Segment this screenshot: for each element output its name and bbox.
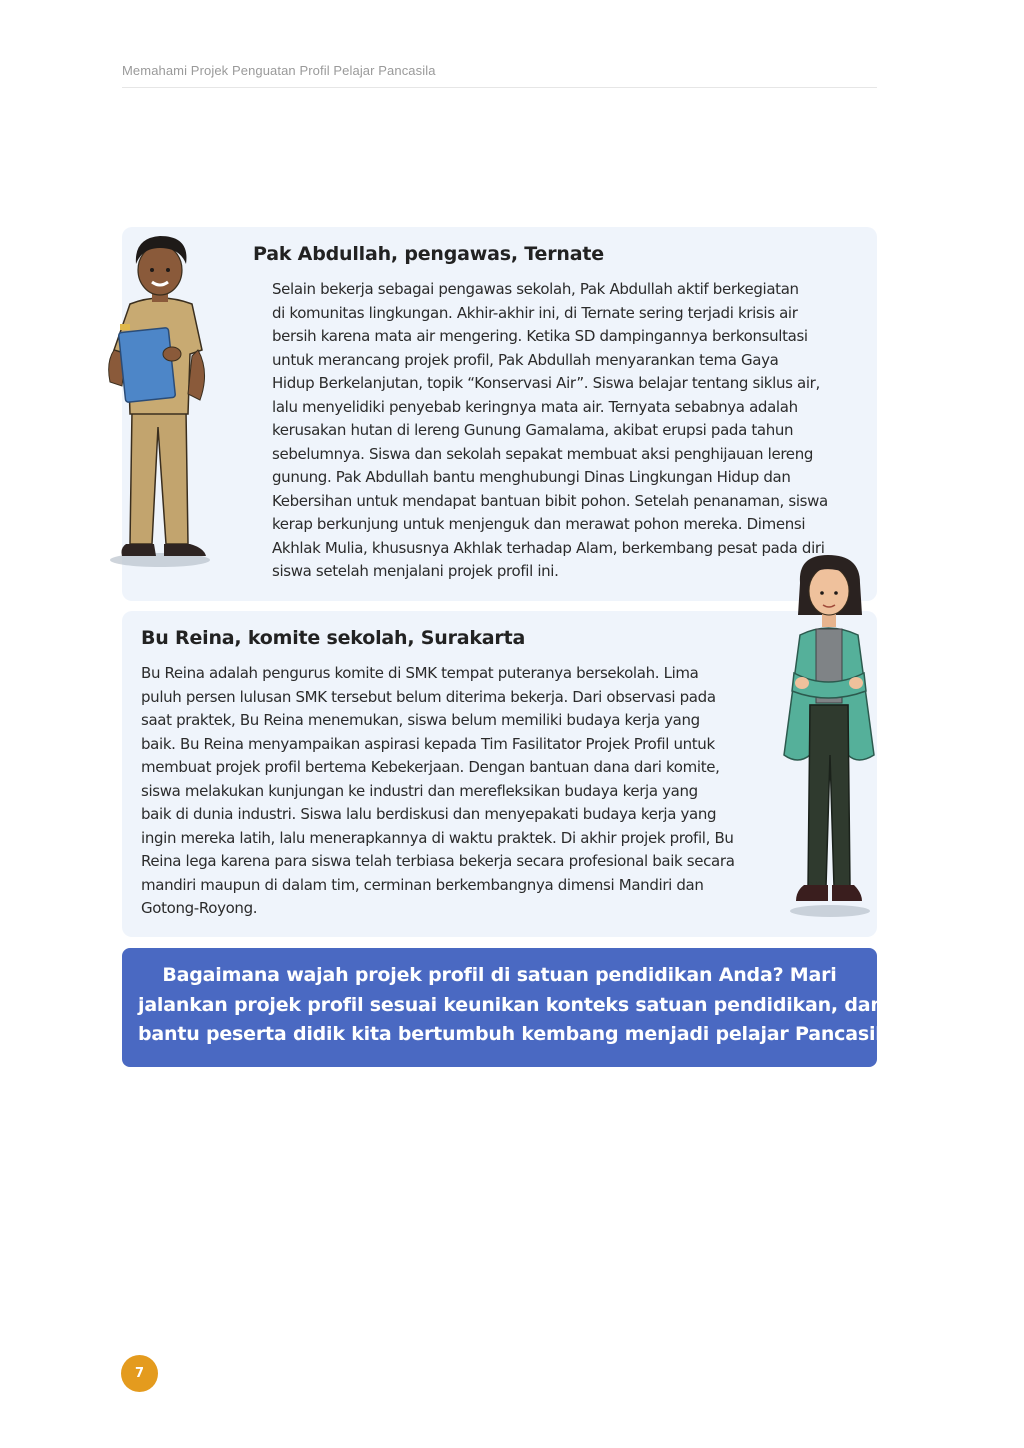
illustration-bu-reina bbox=[778, 555, 880, 920]
story-line: ingin mereka latih, lalu menerapkannya di waktu praktek. Di akhir projek profil, Bu bbox=[141, 828, 734, 847]
story-line: di komunitas lingkungan. Akhir-akhir ini, di Ternate sering terjadi krisis air bbox=[272, 303, 798, 322]
callout-text bbox=[138, 961, 902, 1050]
story-line: gunung. Pak Abdullah bantu menghubungi Dinas Lingkungan Hidup dan bbox=[272, 468, 791, 486]
story-line: Kebersihan untuk mendapat bantuan bibit pohon. Setelah penanaman, siswa bbox=[272, 491, 828, 510]
story-card-reina bbox=[122, 611, 877, 937]
callout-line: bantu peserta didik kita bertumbuh kembang menjadi pelajar Pancasila. bbox=[138, 1023, 902, 1045]
story-line: Hidup Berkelanjutan, topik “Konservasi Air”. Siswa belajar tentang siklus air, bbox=[272, 374, 820, 392]
story-title: Pak Abdullah, pengawas, Ternate bbox=[253, 243, 604, 265]
story-line: saat praktek, Bu Reina menemukan, siswa belum memiliki budaya kerja yang bbox=[141, 711, 700, 729]
story-card-abdullah bbox=[122, 227, 877, 601]
story-line: untuk merancang projek profil, Pak Abdullah menyarankan tema Gaya bbox=[272, 350, 779, 369]
story-line: Gotong-Royong. bbox=[141, 899, 258, 917]
story-text bbox=[272, 278, 857, 584]
callout-box bbox=[122, 948, 902, 1067]
story-title: Bu Reina, komite sekolah, Surakarta bbox=[141, 627, 526, 649]
story-line: kerusakan hutan di lereng Gunung Gamalama, akibat erupsi pada tahun bbox=[272, 421, 794, 439]
story-line: siswa melakukan kunjungan ke industri dan merefleksikan budaya kerja yang bbox=[141, 781, 698, 800]
story-line: Bu Reina adalah pengurus komite di SMK tempat puteranya bersekolah. Lima bbox=[141, 664, 699, 682]
story-line: Selain bekerja sebagai pengawas sekolah, Pak Abdullah aktif berkegiatan bbox=[272, 280, 799, 298]
callout-line: Bagaimana wajah projek profil di satuan pendidikan Anda? Mari bbox=[162, 964, 837, 986]
story-line: bersih karena mata air mengering. Ketika SD dampingannya berkonsultasi bbox=[272, 327, 808, 345]
story-line: baik di dunia industri. Siswa lalu berdiskusi dan menyepakati budaya kerja yang bbox=[141, 805, 717, 823]
story-line: puluh persen lulusan SMK tersebut belum diterima bekerja. Dari observasi pada bbox=[141, 687, 716, 706]
page-number-badge: 7 bbox=[121, 1355, 158, 1392]
header-divider bbox=[122, 87, 877, 88]
story-line: siswa setelah menjalani projek profil ini. bbox=[272, 562, 559, 580]
story-line: Reina lega karena para siswa telah terbiasa bekerja secara profesional baik secara bbox=[141, 852, 735, 870]
callout-line: jalankan projek profil sesuai keunikan konteks satuan pendidikan, dan bbox=[138, 993, 884, 1016]
running-header: Memahami Projek Penguatan Profil Pelajar Pancasila bbox=[122, 63, 436, 78]
story-line: Akhlak Mulia, khususnya Akhlak terhadap Alam, berkembang pesat pada diri bbox=[272, 538, 825, 557]
story-line: membuat projek profil bertema Kebekerjaan. Dengan bantuan dana dari komite, bbox=[141, 758, 720, 776]
illustration-pak-abdullah bbox=[100, 232, 220, 572]
story-text bbox=[141, 662, 761, 921]
story-line: lalu menyelidiki penyebab keringnya mata air. Ternyata sebabnya adalah bbox=[272, 397, 798, 416]
story-line: sebelumnya. Siswa dan sekolah sepakat membuat aksi penghijauan lereng bbox=[272, 444, 814, 463]
story-line: mandiri maupun di dalam tim, cerminan berkembangnya dimensi Mandiri dan bbox=[141, 875, 704, 894]
story-line: kerap berkunjung untuk menjenguk dan merawat pohon mereka. Dimensi bbox=[272, 515, 806, 533]
story-line: baik. Bu Reina menyampaikan aspirasi kepada Tim Fasilitator Projek Profil untuk bbox=[141, 734, 715, 753]
